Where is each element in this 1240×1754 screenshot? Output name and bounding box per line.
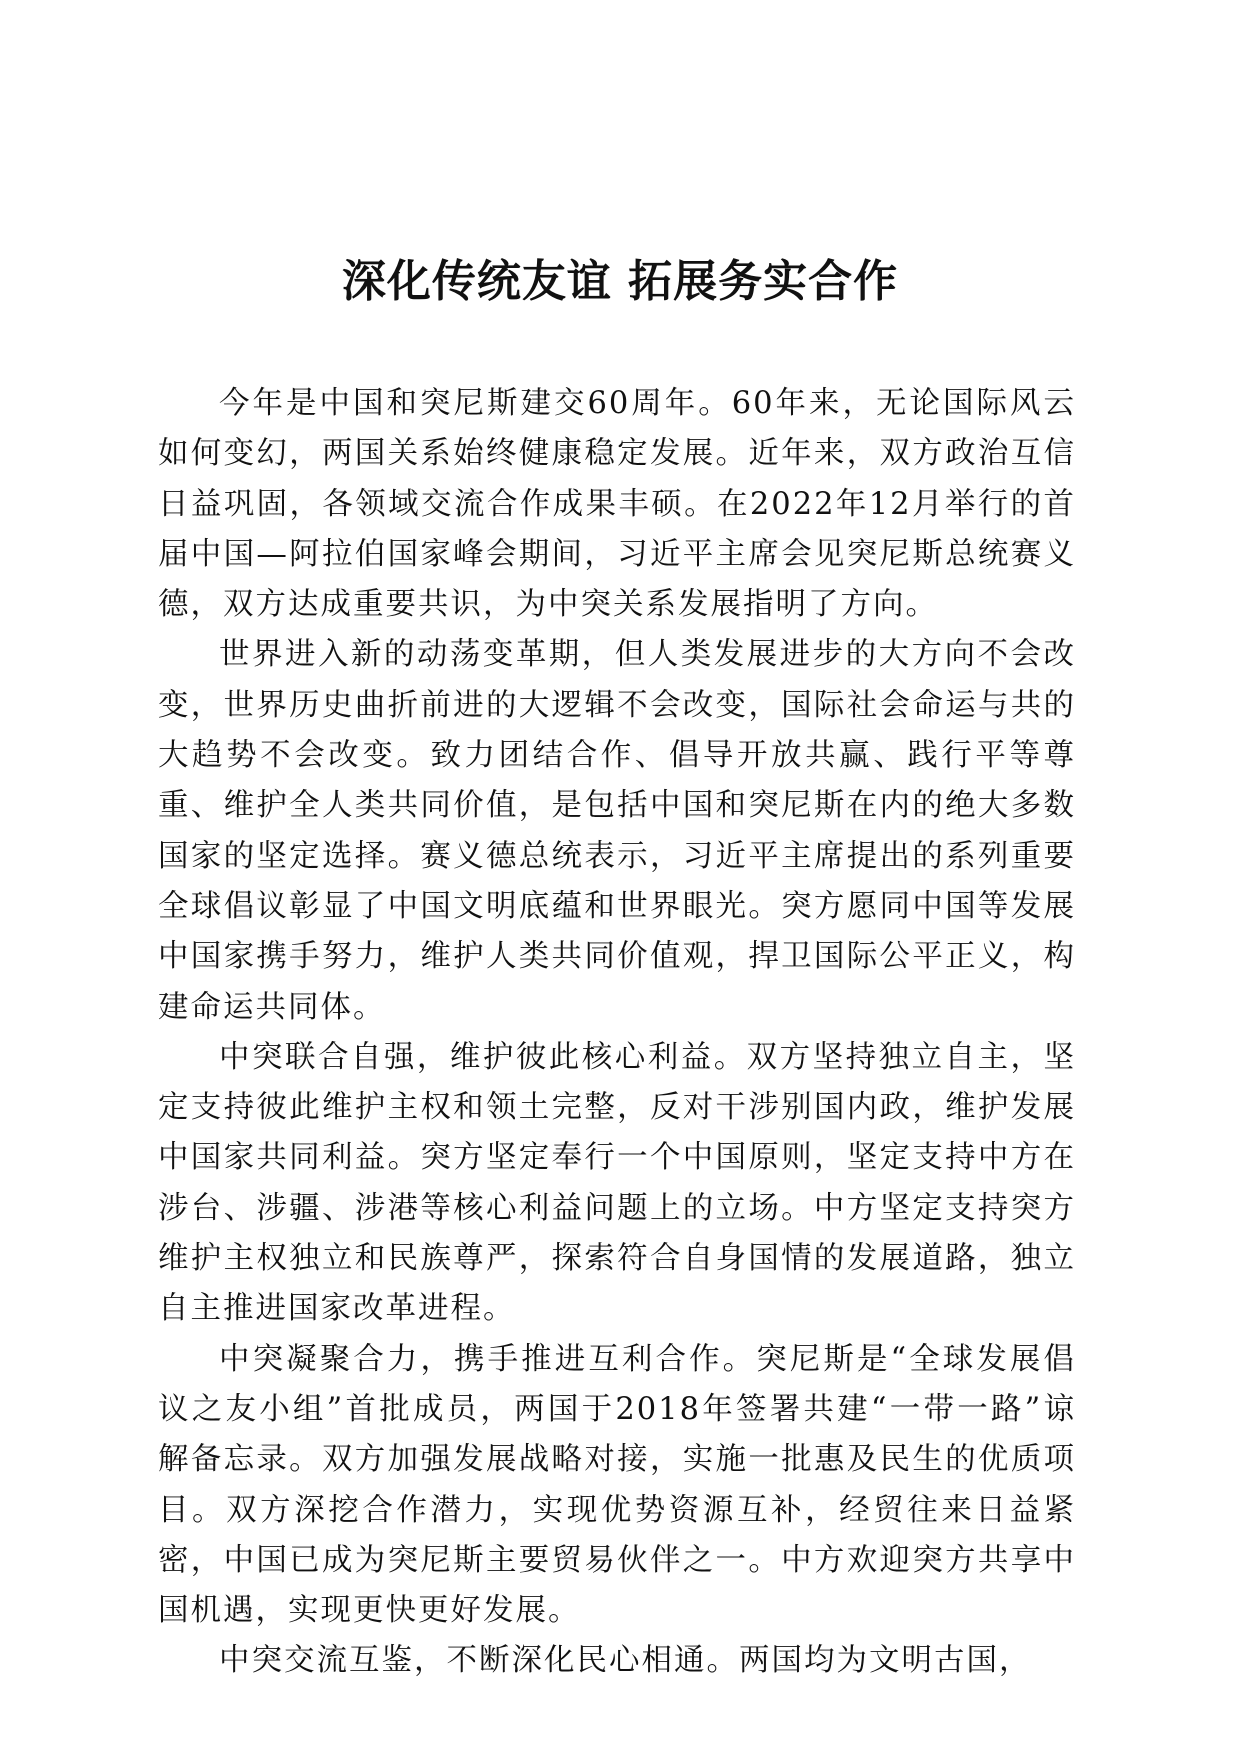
paragraph: 世界进入新的动荡变革期，但人类发展进步的大方向不会改变，世界历史曲折前进的大逻辑不会改变，国际社会命运与共的大趋势不会改变。致力团结合作、倡导开放共赢、践行平等尊重、维护全人类共同价值，是包括中国和突尼斯在内的绝大多数国家的坚定选择。赛义德总统表示，习近平主席提出的系列重要全球倡议彰显了中国文明底蕴和世界眼光。突方愿同中国等发展中国家携手努力，维护人类共同价值观，捍卫国际公平正义，构建命运共同体。 — [158, 637, 1076, 1025]
paragraph: 今年是中国和突尼斯建交60周年。60年来，无论国际风云如何变幻，两国关系始终健康稳定发展。近年来，双方政治互信日益巩固，各领域交流合作成果丰硕。在2022年12月举行的首届中国—阿拉伯国家峰会期间，习近平主席会见突尼斯总统赛义德，双方达成重要共识，为中突关系发展指明了方向。 — [158, 386, 1076, 623]
article-body — [158, 379, 1076, 1687]
paragraph: 中突交流互鉴，不断深化民心相通。两国均为文明古国， — [219, 1643, 1032, 1679]
paragraph: 中突凝聚合力，携手推进互利合作。突尼斯是“全球发展倡议之友小组”首批成员，两国于2018年签署共建“一带一路”谅解备忘录。双方加强发展战略对接，实施一批惠及民生的优质项目。双方深挖合作潜力，实现优势资源互补，经贸往来日益紧密，中国已成为突尼斯主要贸易伙伴之一。中方欢迎突方共享中国机遇，实现更快更好发展。 — [158, 1341, 1076, 1629]
paragraph: 中突联合自强，维护彼此核心利益。双方坚持独立自主，坚定支持彼此维护主权和领土完整，反对干涉别国内政，维护发展中国家共同利益。突方坚定奉行一个中国原则，坚定支持中方在涉台、涉疆、涉港等核心利益问题上的立场。中方坚定支持突方维护主权独立和民族尊严，探索符合自身国情的发展道路，独立自主推进国家改革进程。 — [158, 1039, 1076, 1327]
article-title: 深化传统友谊 拓展务实合作 — [341, 256, 899, 307]
